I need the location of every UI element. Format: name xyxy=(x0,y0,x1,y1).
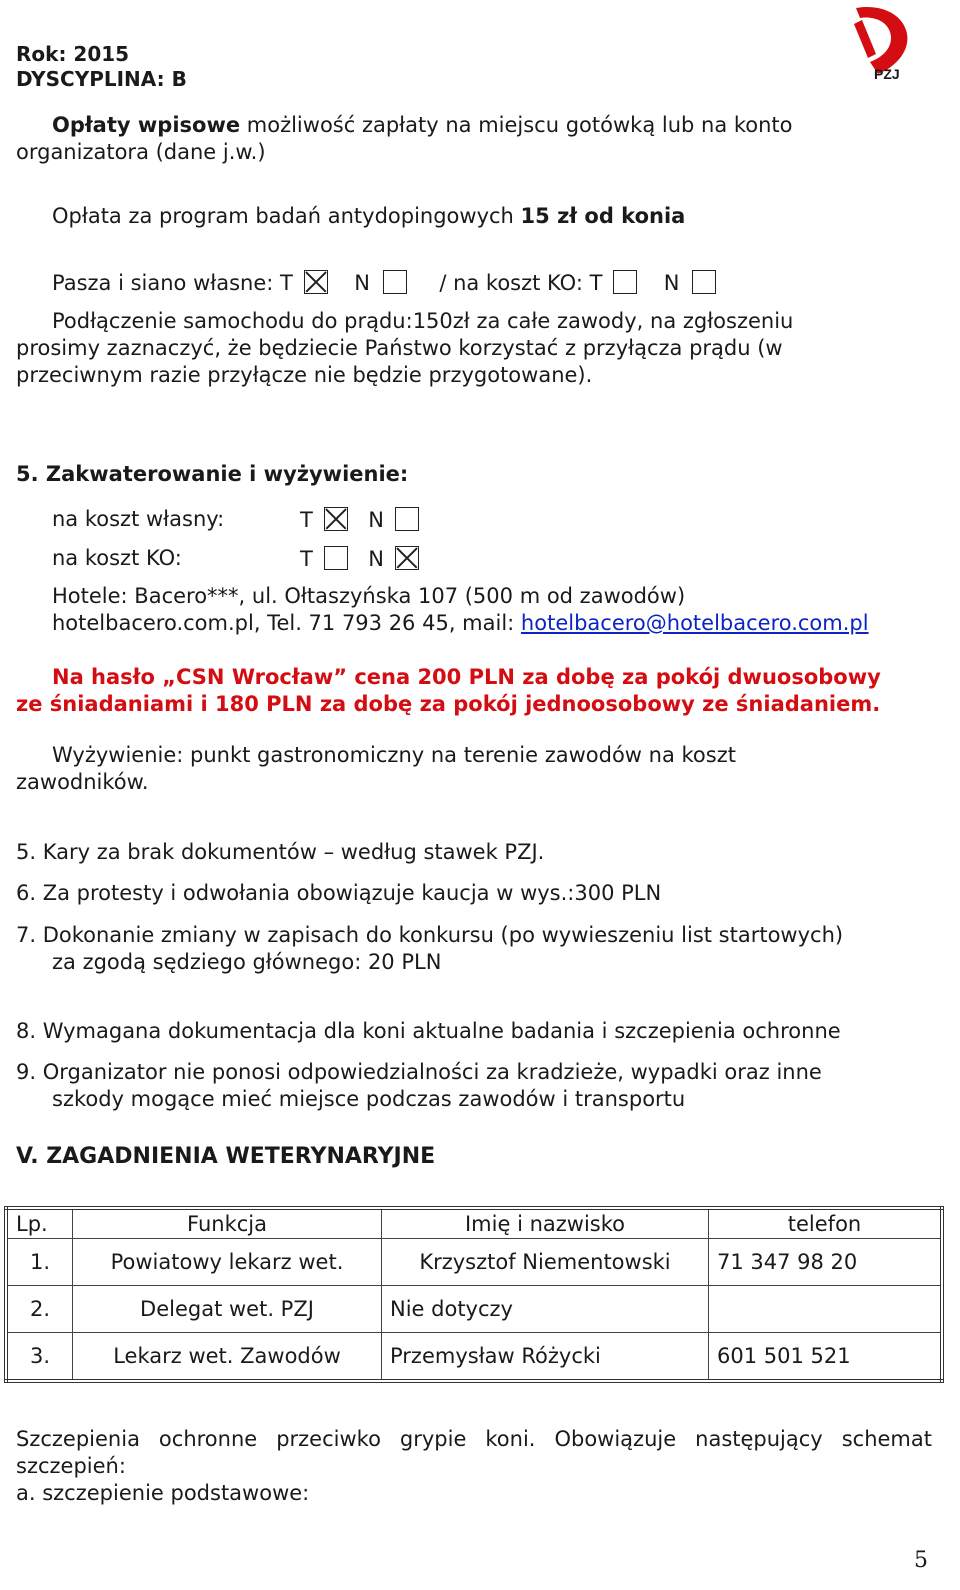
hotel-line-1: Hotele: Bacero***, ul. Ołtaszyńska 107 (500 m od zawodów) xyxy=(52,584,686,608)
promo-line-2: ze śniadaniami i 180 PLN za dobę za pokój jednoosobowy ze śniadaniem. xyxy=(16,692,881,716)
rule-liability: 9. Organizator nie ponosi odpowiedzialności za kradzieże, wypadki oraz inne xyxy=(16,1060,822,1084)
food-line-2: zawodników. xyxy=(16,770,149,794)
feed-own-no-checkbox[interactable] xyxy=(383,270,407,294)
table-row xyxy=(6,1239,942,1286)
own-cost-no-checkbox[interactable] xyxy=(395,507,419,531)
accommodation-title: 5. Zakwaterowanie i wyżywienie: xyxy=(16,462,409,486)
ko-cost-yes-checkbox[interactable] xyxy=(324,546,348,570)
ko-cost-no-checkbox[interactable] xyxy=(395,546,419,570)
table-row xyxy=(6,1333,942,1382)
ko-cost-label: na koszt KO: xyxy=(52,546,182,570)
power-line-2: prosimy zaznaczyć, że będziecie Państwo korzystać z przyłącza prądu (w xyxy=(16,336,783,360)
rule-changes-cont: za zgodą sędziego głównego: 20 PLN xyxy=(52,950,442,974)
row-name: Przemysław Różycki xyxy=(382,1333,709,1382)
doping-fee-text: Opłata za program badań antydopingowych xyxy=(52,204,521,228)
col-header-lp: Lp. xyxy=(6,1208,73,1239)
rule-penalties: 5. Kary za brak dokumentów – według stawek PZJ. xyxy=(16,840,545,864)
feed-own-n-label: N xyxy=(354,271,370,295)
own-cost-t: T xyxy=(300,508,313,532)
power-line-3: przeciwnym razie przyłącze nie będzie przygotowane). xyxy=(16,363,593,387)
year-heading: Rok: 2015 xyxy=(16,42,130,66)
rule-liability-cont: szkody mogące mieć miejsce podczas zawodów i transportu xyxy=(52,1087,686,1111)
table-header-row xyxy=(6,1208,942,1239)
row-name: Nie dotyczy xyxy=(382,1286,709,1333)
rule-documents: 8. Wymagana dokumentacja dla koni aktualne badania i szczepienia ochronne xyxy=(16,1019,841,1043)
entry-fee-text: możliwość zapłaty na miejscu gotówką lub na konto xyxy=(240,113,793,137)
own-cost-label: na koszt własny: xyxy=(52,507,225,531)
col-header-phone: telefon xyxy=(709,1208,943,1239)
promo-line-1: Na hasło „CSN Wrocław” cena 200 PLN za dobę za pokój dwuosobowy xyxy=(52,665,881,689)
table-row xyxy=(6,1286,942,1333)
row-name: Krzysztof Niementowski xyxy=(382,1239,709,1286)
entry-fee-line xyxy=(52,113,793,137)
feed-ko-n-label: N xyxy=(663,271,680,295)
power-line-1: Podłączenie samochodu do prądu:150zł za całe zawody, na zgłoszeniu xyxy=(52,309,794,333)
feed-ko-label: / na koszt KO: T xyxy=(439,271,603,295)
doping-fee-amount: 15 zł od konia xyxy=(520,204,686,228)
row-function: Powiatowy lekarz wet. xyxy=(73,1239,382,1286)
row-phone xyxy=(709,1286,943,1333)
row-phone: 71 347 98 20 xyxy=(709,1239,943,1286)
ko-cost-n: N xyxy=(368,547,384,571)
pzj-logo xyxy=(848,2,918,92)
ko-cost-t: T xyxy=(300,547,313,571)
own-cost-n: N xyxy=(368,508,384,532)
entry-fee-line-2: organizatora (dane j.w.) xyxy=(16,140,266,164)
entry-fee-bold: Opłaty wpisowe xyxy=(52,113,241,137)
page-number: 5 xyxy=(914,1548,928,1573)
ko-cost-options xyxy=(300,546,419,571)
own-cost-options xyxy=(300,507,419,532)
hotel-line-2 xyxy=(52,611,869,635)
feed-ko-no-checkbox[interactable] xyxy=(692,270,716,294)
feed-ko-yes-checkbox[interactable] xyxy=(613,270,637,294)
vet-section-title: V. ZAGADNIENIA WETERYNARYJNE xyxy=(16,1144,436,1169)
vaccination-line-2: szczepień: xyxy=(16,1454,126,1478)
own-cost-yes-checkbox[interactable] xyxy=(324,507,348,531)
feed-label: Pasza i siano własne: T xyxy=(52,271,293,295)
logo-text: PZJ xyxy=(874,66,900,82)
row-number: 3. xyxy=(6,1333,73,1382)
doping-fee-line xyxy=(52,204,685,228)
row-function: Delegat wet. PZJ xyxy=(73,1286,382,1333)
food-line-1: Wyżywienie: punkt gastronomiczny na terenie zawodów na koszt xyxy=(52,743,736,767)
hotel-contact: hotelbacero.com.pl, Tel. 71 793 26 45, mail: xyxy=(52,611,521,635)
feed-line xyxy=(52,270,716,295)
hotel-email-link[interactable]: hotelbacero@hotelbacero.com.pl xyxy=(520,611,869,635)
rule-protests: 6. Za protesty i odwołania obowiązuje kaucja w wys.:300 PLN xyxy=(16,881,662,905)
col-header-name: Imię i nazwisko xyxy=(382,1208,709,1239)
discipline-heading: DYSCYPLINA: B xyxy=(16,67,187,91)
rule-changes: 7. Dokonanie zmiany w zapisach do konkursu (po wywieszeniu list startowych) xyxy=(16,923,844,947)
row-phone: 601 501 521 xyxy=(709,1333,943,1382)
vaccination-line-3: a. szczepienie podstawowe: xyxy=(16,1481,310,1505)
col-header-function: Funkcja xyxy=(73,1208,382,1239)
row-number: 2. xyxy=(6,1286,73,1333)
feed-own-yes-checkbox[interactable] xyxy=(304,270,328,294)
row-function: Lekarz wet. Zawodów xyxy=(73,1333,382,1382)
row-number: 1. xyxy=(6,1239,73,1286)
vet-table xyxy=(4,1206,944,1383)
vaccination-line-1: Szczepienia ochronne przeciwko grypie koni. Obowiązuje następujący schemat xyxy=(16,1427,932,1451)
